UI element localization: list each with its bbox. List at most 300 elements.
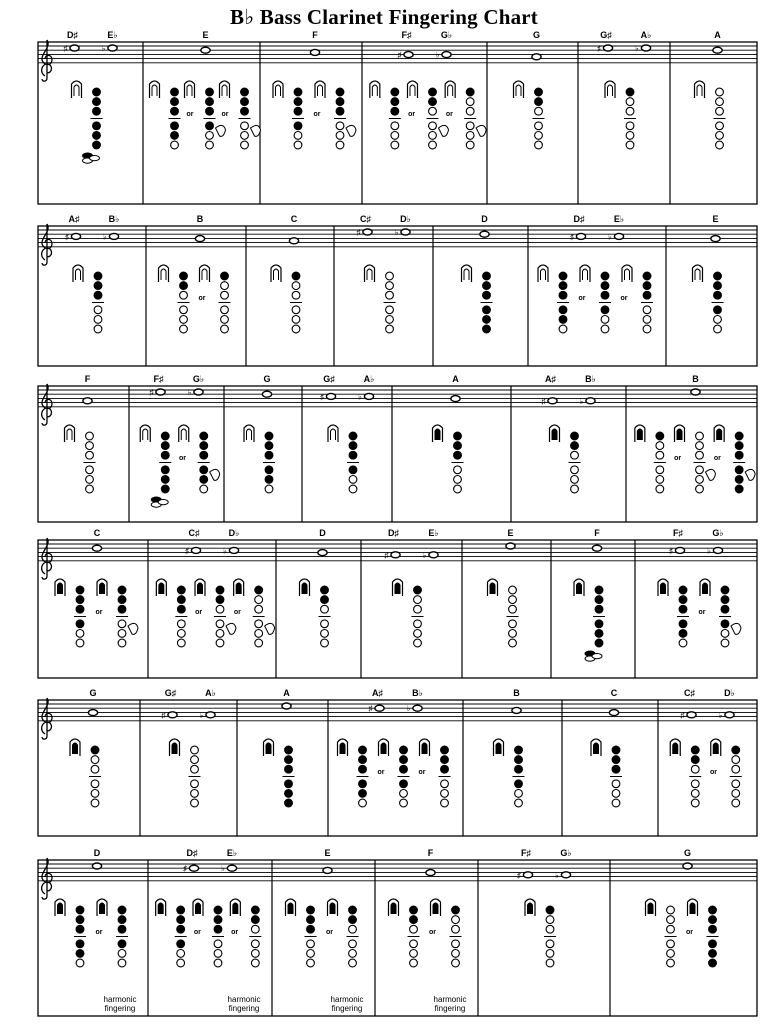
whole-note bbox=[687, 712, 696, 718]
open-hole-icon bbox=[118, 639, 126, 647]
closed-hole-icon bbox=[391, 107, 399, 115]
closed-hole-icon bbox=[454, 451, 462, 459]
whole-note bbox=[363, 229, 372, 235]
closed-hole-icon bbox=[595, 596, 603, 604]
closed-hole-icon bbox=[429, 98, 437, 106]
or-label: or bbox=[233, 609, 241, 616]
open-hole-icon bbox=[214, 950, 222, 958]
closed-hole-icon bbox=[214, 916, 222, 924]
thumb-key-icon bbox=[580, 265, 590, 282]
open-hole-icon bbox=[454, 476, 462, 484]
closed-hole-icon bbox=[400, 765, 408, 773]
open-hole-icon bbox=[307, 940, 315, 948]
note-name: B♭ bbox=[585, 374, 596, 384]
thumb-key-icon bbox=[220, 81, 230, 98]
flat-sign: ♭ bbox=[223, 546, 227, 556]
open-hole-icon bbox=[656, 442, 664, 450]
closed-hole-icon bbox=[466, 88, 474, 96]
whole-note bbox=[229, 547, 238, 553]
open-hole-icon bbox=[86, 476, 94, 484]
pinky-key-icon bbox=[592, 654, 602, 659]
flat-sign: ♭ bbox=[435, 50, 440, 60]
register-key-icon bbox=[181, 429, 186, 440]
fingering-cell bbox=[646, 848, 719, 967]
flat-sign: ♭ bbox=[406, 704, 411, 714]
open-hole-icon bbox=[391, 122, 399, 130]
note-name: A bbox=[283, 688, 290, 698]
chart-row bbox=[38, 374, 757, 522]
closed-hole-icon bbox=[118, 940, 126, 948]
closed-hole-icon bbox=[265, 451, 273, 459]
fingering-cell bbox=[156, 528, 274, 647]
closed-hole-icon bbox=[441, 756, 449, 764]
closed-hole-icon bbox=[76, 925, 84, 933]
closed-hole-icon bbox=[571, 442, 579, 450]
open-hole-icon bbox=[294, 132, 302, 140]
open-hole-icon bbox=[466, 132, 474, 140]
fingering-cell bbox=[244, 374, 275, 493]
open-hole-icon bbox=[221, 325, 229, 333]
closed-hole-icon bbox=[595, 586, 603, 594]
whole-note bbox=[189, 865, 198, 871]
note-name: A♯ bbox=[372, 688, 383, 698]
fingering-cell bbox=[370, 30, 486, 149]
or-label: or bbox=[710, 769, 717, 776]
whole-note bbox=[480, 231, 489, 237]
open-hole-icon bbox=[386, 291, 394, 299]
note-name: E♭ bbox=[613, 214, 625, 224]
open-hole-icon bbox=[509, 639, 517, 647]
whole-note bbox=[609, 710, 618, 716]
sharp-sign: ♯ bbox=[597, 44, 601, 53]
fingering-cell bbox=[488, 528, 519, 647]
closed-hole-icon bbox=[546, 906, 554, 914]
note-name: F bbox=[84, 374, 91, 384]
whole-note bbox=[442, 52, 451, 58]
sharp-sign: ♯ bbox=[517, 870, 521, 880]
closed-hole-icon bbox=[441, 746, 449, 754]
harmonic-label: harmonic bbox=[227, 995, 261, 1004]
closed-hole-icon bbox=[349, 916, 357, 924]
fingering-cell bbox=[65, 214, 119, 333]
whole-note bbox=[194, 389, 203, 395]
fingering-cell bbox=[670, 688, 742, 807]
or-label: or bbox=[686, 929, 693, 936]
open-hole-icon bbox=[349, 959, 357, 967]
closed-hole-icon bbox=[216, 586, 224, 594]
open-hole-icon bbox=[696, 476, 704, 484]
open-hole-icon bbox=[177, 639, 185, 647]
sharp-sign: ♯ bbox=[320, 392, 324, 402]
closed-hole-icon bbox=[714, 306, 722, 314]
open-hole-icon bbox=[91, 765, 99, 773]
closed-hole-icon bbox=[601, 306, 609, 314]
closed-hole-icon bbox=[679, 620, 687, 628]
register-key-icon bbox=[233, 903, 238, 914]
or-label: or bbox=[179, 455, 186, 462]
chart-row bbox=[38, 848, 757, 1016]
whole-note bbox=[404, 52, 413, 58]
closed-hole-icon bbox=[118, 916, 126, 924]
open-hole-icon bbox=[679, 639, 687, 647]
or-label: or bbox=[231, 929, 239, 936]
open-hole-icon bbox=[91, 780, 99, 788]
register-key-icon bbox=[367, 269, 372, 280]
pinky-key-icon bbox=[158, 500, 168, 505]
closed-hole-icon bbox=[515, 746, 523, 754]
open-hole-icon bbox=[191, 790, 199, 798]
closed-hole-icon bbox=[643, 282, 651, 290]
open-hole-icon bbox=[292, 325, 300, 333]
thumb-key-icon bbox=[273, 81, 283, 98]
open-hole-icon bbox=[191, 756, 199, 764]
open-hole-icon bbox=[716, 88, 724, 96]
open-hole-icon bbox=[546, 950, 554, 958]
closed-hole-icon bbox=[285, 780, 293, 788]
thumb-key-icon bbox=[605, 81, 615, 98]
open-hole-icon bbox=[454, 466, 462, 474]
open-hole-icon bbox=[336, 122, 344, 130]
open-hole-icon bbox=[535, 107, 543, 115]
harmonic-label: fingering bbox=[434, 1004, 466, 1013]
thumb-key-icon bbox=[408, 81, 418, 98]
thumb-key-icon bbox=[514, 81, 524, 98]
fingering-cell bbox=[597, 30, 651, 149]
whole-note bbox=[713, 47, 722, 53]
open-hole-icon bbox=[452, 940, 460, 948]
side-lever-icon bbox=[731, 623, 741, 634]
open-hole-icon bbox=[721, 630, 729, 638]
closed-hole-icon bbox=[177, 586, 185, 594]
whole-note bbox=[561, 872, 570, 878]
whole-note bbox=[195, 236, 204, 242]
closed-hole-icon bbox=[177, 916, 185, 924]
flat-sign: ♭ bbox=[101, 44, 106, 53]
open-hole-icon bbox=[221, 306, 229, 314]
open-hole-icon bbox=[691, 790, 699, 798]
open-hole-icon bbox=[414, 630, 422, 638]
side-lever-icon bbox=[128, 623, 138, 634]
note-name: F♯ bbox=[401, 30, 412, 40]
register-key-icon bbox=[247, 429, 252, 440]
closed-hole-icon bbox=[391, 88, 399, 96]
open-hole-icon bbox=[118, 950, 126, 958]
open-hole-icon bbox=[716, 107, 724, 115]
flat-sign: ♭ bbox=[718, 710, 723, 720]
closed-hole-icon bbox=[265, 442, 273, 450]
note-name: D♭ bbox=[724, 688, 735, 698]
closed-hole-icon bbox=[285, 799, 293, 807]
open-hole-icon bbox=[696, 466, 704, 474]
closed-hole-icon bbox=[180, 282, 188, 290]
closed-hole-icon bbox=[400, 756, 408, 764]
open-hole-icon bbox=[177, 959, 185, 967]
open-hole-icon bbox=[696, 485, 704, 493]
whole-note bbox=[326, 393, 335, 399]
side-lever-icon bbox=[439, 125, 449, 136]
open-hole-icon bbox=[265, 485, 273, 493]
open-hole-icon bbox=[466, 98, 474, 106]
open-hole-icon bbox=[251, 959, 259, 967]
closed-hole-icon bbox=[292, 272, 300, 280]
open-hole-icon bbox=[626, 98, 634, 106]
closed-hole-icon bbox=[595, 639, 603, 647]
whole-note bbox=[614, 233, 623, 239]
note-name: B♭ bbox=[412, 688, 423, 698]
fingering-cell bbox=[462, 214, 493, 333]
closed-hole-icon bbox=[391, 98, 399, 106]
fingering-cell bbox=[658, 528, 741, 647]
whole-note bbox=[413, 705, 422, 711]
fingering-cell bbox=[542, 374, 596, 493]
open-hole-icon bbox=[515, 799, 523, 807]
open-hole-icon bbox=[307, 959, 315, 967]
closed-hole-icon bbox=[349, 906, 357, 914]
side-lever-icon bbox=[265, 623, 275, 634]
closed-hole-icon bbox=[161, 451, 169, 459]
open-hole-icon bbox=[86, 442, 94, 450]
closed-hole-icon bbox=[180, 272, 188, 280]
closed-hole-icon bbox=[177, 605, 185, 613]
or-label: or bbox=[674, 455, 682, 462]
closed-hole-icon bbox=[177, 596, 185, 604]
whole-note bbox=[711, 236, 720, 242]
open-hole-icon bbox=[321, 620, 329, 628]
open-hole-icon bbox=[429, 141, 437, 149]
closed-hole-icon bbox=[559, 272, 567, 280]
closed-hole-icon bbox=[221, 272, 229, 280]
whole-note bbox=[168, 712, 177, 718]
open-hole-icon bbox=[716, 132, 724, 140]
whole-note bbox=[201, 47, 210, 53]
closed-hole-icon bbox=[206, 98, 214, 106]
register-key-icon bbox=[435, 429, 440, 440]
flat-sign: ♭ bbox=[358, 392, 362, 402]
whole-note bbox=[92, 545, 101, 551]
register-key-icon bbox=[541, 269, 546, 280]
flat-sign: ♭ bbox=[199, 710, 204, 720]
closed-hole-icon bbox=[200, 466, 208, 474]
open-hole-icon bbox=[696, 432, 704, 440]
open-hole-icon bbox=[255, 639, 263, 647]
open-hole-icon bbox=[241, 132, 249, 140]
register-key-icon bbox=[73, 743, 78, 754]
closed-hole-icon bbox=[285, 765, 293, 773]
whole-note bbox=[282, 703, 291, 709]
open-hole-icon bbox=[255, 605, 263, 613]
note-name: G♭ bbox=[440, 30, 453, 40]
or-label: or bbox=[408, 111, 416, 118]
whole-note bbox=[92, 863, 101, 869]
closed-hole-icon bbox=[721, 620, 729, 628]
closed-hole-icon bbox=[349, 466, 357, 474]
open-hole-icon bbox=[349, 476, 357, 484]
open-hole-icon bbox=[349, 940, 357, 948]
note-name: C bbox=[610, 688, 618, 698]
fingering-cell bbox=[357, 214, 411, 333]
whole-note bbox=[156, 389, 165, 395]
closed-hole-icon bbox=[595, 620, 603, 628]
open-hole-icon bbox=[696, 451, 704, 459]
closed-hole-icon bbox=[94, 272, 102, 280]
open-hole-icon bbox=[191, 799, 199, 807]
closed-hole-icon bbox=[612, 756, 620, 764]
open-hole-icon bbox=[206, 141, 214, 149]
closed-hole-icon bbox=[732, 746, 740, 754]
fingering-cell bbox=[150, 30, 261, 149]
open-hole-icon bbox=[414, 605, 422, 613]
sharp-sign: ♯ bbox=[680, 710, 685, 720]
side-lever-icon bbox=[216, 125, 226, 136]
thumb-key-icon bbox=[365, 265, 375, 282]
closed-hole-icon bbox=[171, 132, 179, 140]
closed-hole-icon bbox=[515, 780, 523, 788]
open-hole-icon bbox=[626, 107, 634, 115]
register-key-icon bbox=[158, 903, 163, 914]
flat-sign: ♭ bbox=[608, 232, 612, 242]
closed-hole-icon bbox=[76, 586, 84, 594]
note-name: B bbox=[513, 688, 520, 698]
closed-hole-icon bbox=[612, 765, 620, 773]
thumb-key-icon bbox=[185, 81, 195, 98]
closed-hole-icon bbox=[94, 291, 102, 299]
harmonic-label: fingering bbox=[228, 1004, 260, 1013]
note-name: D♭ bbox=[228, 528, 240, 538]
thumb-key-icon bbox=[370, 81, 380, 98]
note-name: G bbox=[683, 848, 692, 858]
note-name: C♯ bbox=[360, 214, 371, 224]
whole-note bbox=[586, 398, 595, 404]
open-hole-icon bbox=[321, 639, 329, 647]
open-hole-icon bbox=[732, 756, 740, 764]
open-hole-icon bbox=[386, 306, 394, 314]
open-hole-icon bbox=[177, 630, 185, 638]
closed-hole-icon bbox=[483, 272, 491, 280]
closed-hole-icon bbox=[515, 756, 523, 764]
note-name: F♯ bbox=[521, 848, 531, 858]
closed-hole-icon bbox=[735, 485, 743, 493]
closed-hole-icon bbox=[76, 906, 84, 914]
open-hole-icon bbox=[76, 959, 84, 967]
side-lever-icon bbox=[346, 125, 356, 136]
closed-hole-icon bbox=[721, 605, 729, 613]
harmonic-label: harmonic bbox=[330, 995, 364, 1004]
closed-hole-icon bbox=[171, 88, 179, 96]
fingering-cell bbox=[591, 688, 622, 807]
open-hole-icon bbox=[221, 291, 229, 299]
or-label: or bbox=[429, 929, 436, 936]
whole-note bbox=[375, 705, 384, 711]
whole-note bbox=[675, 547, 684, 553]
register-key-icon bbox=[661, 583, 666, 594]
closed-hole-icon bbox=[241, 88, 249, 96]
closed-hole-icon bbox=[483, 316, 491, 324]
closed-hole-icon bbox=[200, 451, 208, 459]
open-hole-icon bbox=[656, 466, 664, 474]
open-hole-icon bbox=[359, 799, 367, 807]
register-key-icon bbox=[577, 583, 582, 594]
flat-sign: ♭ bbox=[635, 44, 639, 53]
closed-hole-icon bbox=[307, 925, 315, 933]
open-hole-icon bbox=[466, 122, 474, 130]
register-key-icon bbox=[198, 583, 203, 594]
sharp-sign: ♯ bbox=[185, 546, 189, 556]
closed-hole-icon bbox=[177, 925, 185, 933]
open-hole-icon bbox=[612, 799, 620, 807]
closed-hole-icon bbox=[452, 906, 460, 914]
open-hole-icon bbox=[386, 272, 394, 280]
note-name: D bbox=[319, 528, 326, 538]
closed-hole-icon bbox=[656, 432, 664, 440]
closed-hole-icon bbox=[93, 132, 101, 140]
open-hole-icon bbox=[691, 765, 699, 773]
closed-hole-icon bbox=[161, 442, 169, 450]
closed-hole-icon bbox=[118, 596, 126, 604]
closed-hole-icon bbox=[171, 122, 179, 130]
note-name: E♭ bbox=[226, 848, 238, 858]
register-key-icon bbox=[552, 429, 557, 440]
closed-hole-icon bbox=[559, 282, 567, 290]
closed-hole-icon bbox=[200, 476, 208, 484]
register-key-icon bbox=[496, 743, 501, 754]
register-key-icon bbox=[608, 85, 613, 96]
open-hole-icon bbox=[696, 442, 704, 450]
sharp-sign: ♯ bbox=[570, 232, 574, 242]
note-name: B bbox=[692, 374, 699, 384]
closed-hole-icon bbox=[214, 906, 222, 914]
open-hole-icon bbox=[216, 639, 224, 647]
closed-hole-icon bbox=[255, 586, 263, 594]
note-name: C bbox=[290, 214, 298, 224]
closed-hole-icon bbox=[214, 925, 222, 933]
note-name: A♭ bbox=[363, 374, 375, 384]
closed-hole-icon bbox=[91, 746, 99, 754]
open-hole-icon bbox=[535, 141, 543, 149]
note-name: E bbox=[324, 848, 331, 858]
open-hole-icon bbox=[509, 605, 517, 613]
open-hole-icon bbox=[509, 586, 517, 594]
register-key-icon bbox=[67, 429, 72, 440]
flat-sign: ♭ bbox=[555, 870, 559, 880]
fingering-cell bbox=[162, 688, 216, 807]
closed-hole-icon bbox=[359, 765, 367, 773]
flat-sign: ♭ bbox=[579, 396, 584, 406]
fingering-cell bbox=[693, 214, 724, 333]
open-hole-icon bbox=[336, 141, 344, 149]
closed-hole-icon bbox=[294, 107, 302, 115]
open-hole-icon bbox=[509, 630, 517, 638]
open-hole-icon bbox=[601, 316, 609, 324]
closed-hole-icon bbox=[93, 98, 101, 106]
closed-hole-icon bbox=[307, 906, 315, 914]
open-hole-icon bbox=[571, 485, 579, 493]
open-hole-icon bbox=[429, 132, 437, 140]
closed-hole-icon bbox=[515, 765, 523, 773]
or-label: or bbox=[698, 609, 706, 616]
open-hole-icon bbox=[321, 630, 329, 638]
closed-hole-icon bbox=[709, 916, 717, 924]
note-name: C bbox=[93, 528, 101, 538]
open-hole-icon bbox=[656, 476, 664, 484]
harmonic-label: harmonic bbox=[433, 995, 467, 1004]
open-hole-icon bbox=[452, 916, 460, 924]
open-hole-icon bbox=[180, 316, 188, 324]
register-key-icon bbox=[74, 85, 79, 96]
open-hole-icon bbox=[400, 799, 408, 807]
register-key-icon bbox=[100, 583, 105, 594]
closed-hole-icon bbox=[400, 780, 408, 788]
note-name: C♯ bbox=[684, 688, 695, 698]
